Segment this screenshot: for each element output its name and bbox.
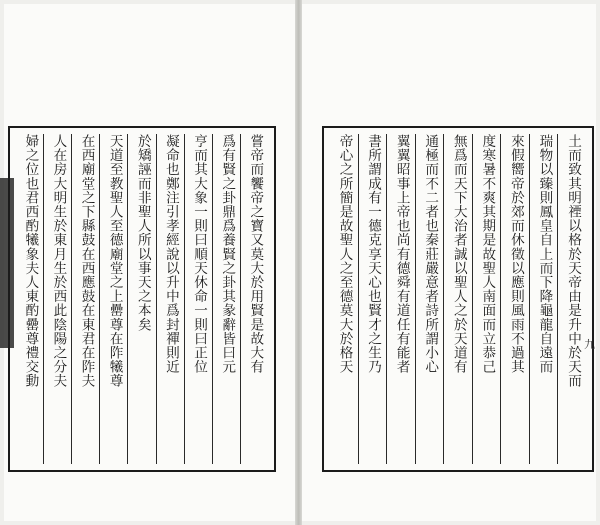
left-column-5: 於矯誣而非聖人所以事天之本矣	[127, 134, 155, 464]
right-column-2: 瑞物以臻則鳳皇自上而下降龜龍自遠而	[529, 134, 558, 464]
right-text-frame	[322, 126, 594, 472]
left-column-9: 婦之位也君西酌犧象夫人東酌罍尊禮交動	[22, 134, 39, 388]
left-text-frame	[8, 126, 276, 472]
right-column-4: 度寒暑不爽其期是故聖人南面而立恭己	[472, 134, 501, 464]
right-column-8: 書所謂成有一德克享天心也賢才之生乃	[358, 134, 387, 464]
right-column-9: 帝心之所簡是故聖人之至德莫大於格天	[336, 134, 353, 374]
right-column-7: 翼翼昭事上帝也尚有德舜有道任有能者	[386, 134, 415, 464]
left-column-6: 天道至教聖人至德廟堂之上罍尊在阼犧尊	[99, 134, 127, 464]
right-column-6: 通極而不二者也秦莊嚴意者詩所謂小心	[415, 134, 444, 464]
right-column-3: 來假嚮帝於郊而休徵以應則風雨不過其	[500, 134, 529, 464]
left-column-3: 亨而其大象一則曰順天休命一則曰正位	[184, 134, 212, 464]
right-column-1: 土而致其明禋以格於天帝由是升中於天而	[557, 134, 586, 464]
page-number-mark: 九	[584, 338, 595, 351]
book-gutter	[295, 0, 302, 525]
left-column-1: 嘗帝而饗帝之寶又莫大於用賢是故大有	[240, 134, 268, 464]
left-column-7: 在西廟堂之下縣鼓在西應鼓在東君在阼夫	[71, 134, 99, 464]
left-column-2: 爲有賢之卦鼎爲養賢之卦其彖辭皆曰元	[212, 134, 240, 464]
left-column-8: 人在房大明生於東月生於西此陰陽之分夫	[43, 134, 71, 464]
right-column-5: 無爲而天下大治者誠以聖人之於天道有	[443, 134, 472, 464]
left-column-4: 凝命也鄭注引孝經說以升中爲封禪則近	[156, 134, 184, 464]
